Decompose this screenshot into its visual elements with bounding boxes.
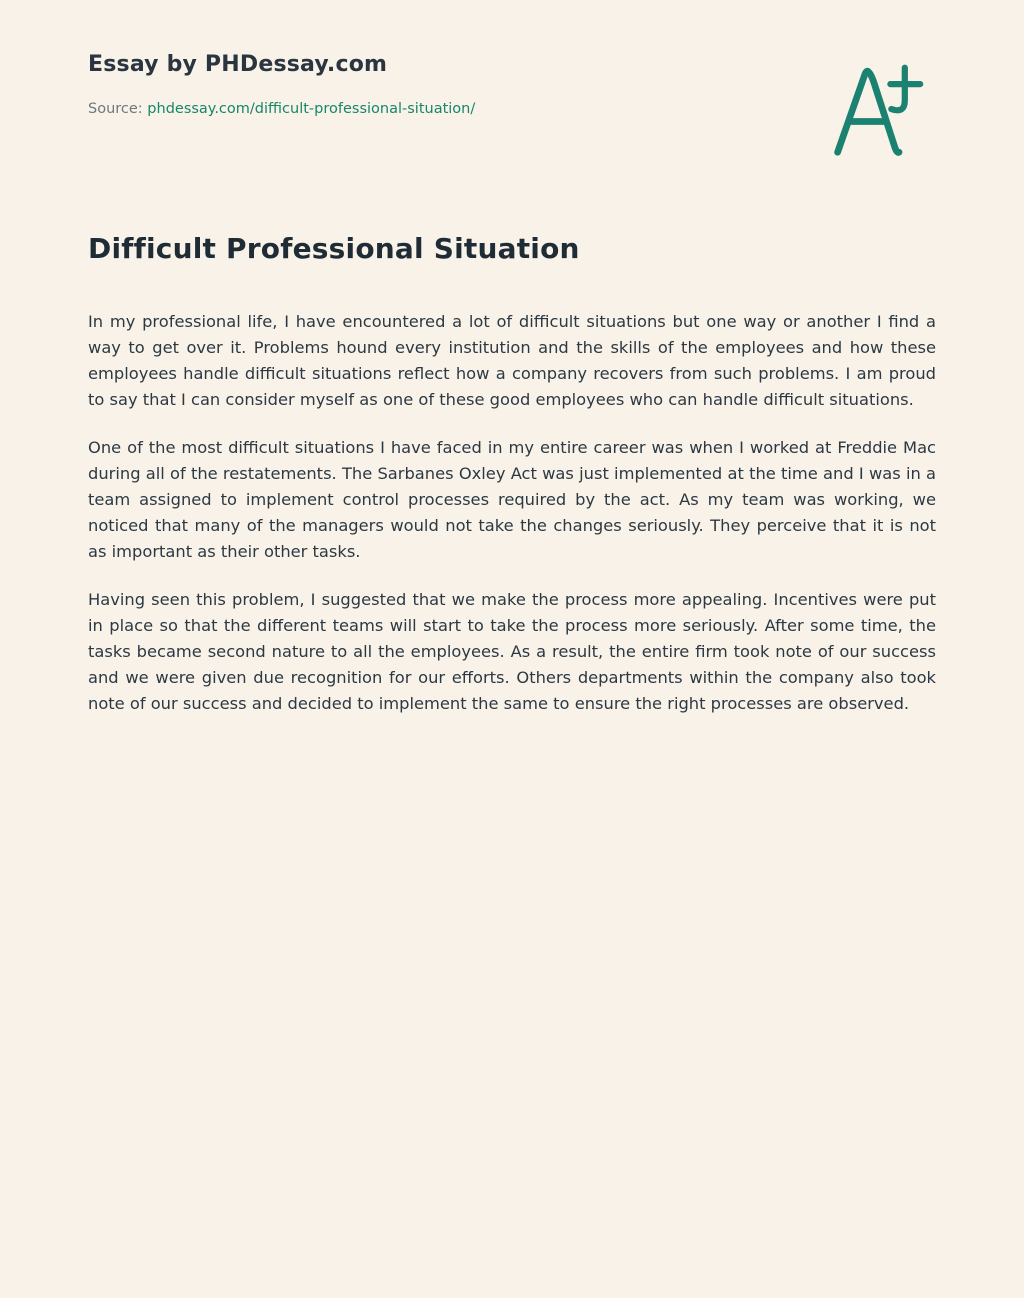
page-header (88, 48, 936, 160)
article-paragraph: In my professional life, I have encountered a lot of difficult situations but one way or another I find a way to get over it. Problems hound every institution and the skills of the employees and how these employees handle difficult situations reflect how a company recovers from such problems. I am proud to say that I can consider myself as one of these good employees who can handle difficult situations. (88, 312, 936, 409)
article-title: Difficult Professional Situation (88, 232, 580, 265)
source-link[interactable]: phdessay.com/difficult-professional-situation/ (147, 101, 476, 117)
article-paragraph: One of the most difficult situations I have faced in my entire career was when I worked at Freddie Mac during all of the restatements. The Sarbanes Oxley Act was just implemented at the time and I was in a team assigned to implement control processes required by the act. As my team was working, we noticed that many of the managers would not take the changes seriously. They perceive that it is not as important as their other tasks. (88, 438, 936, 561)
source-label: Source: (88, 101, 143, 117)
source-line (88, 101, 475, 117)
header-text-block (88, 48, 475, 117)
article-body (88, 309, 936, 717)
phdessay-a-plus-logo-icon (828, 60, 924, 160)
essay-byline: Essay by PHDessay.com (88, 52, 388, 77)
article-paragraph: Having seen this problem, I suggested that we make the process more appealing. Incentives were put in place so that the different teams will start to take the process more seriously. After some time, the tasks became second nature to all the employees. As a result, the entire firm took note of our success and we were given due recognition for our efforts. Others departments within the company also took note of our success and decided to implement the same to ensure the right processes are observed. (88, 590, 936, 713)
